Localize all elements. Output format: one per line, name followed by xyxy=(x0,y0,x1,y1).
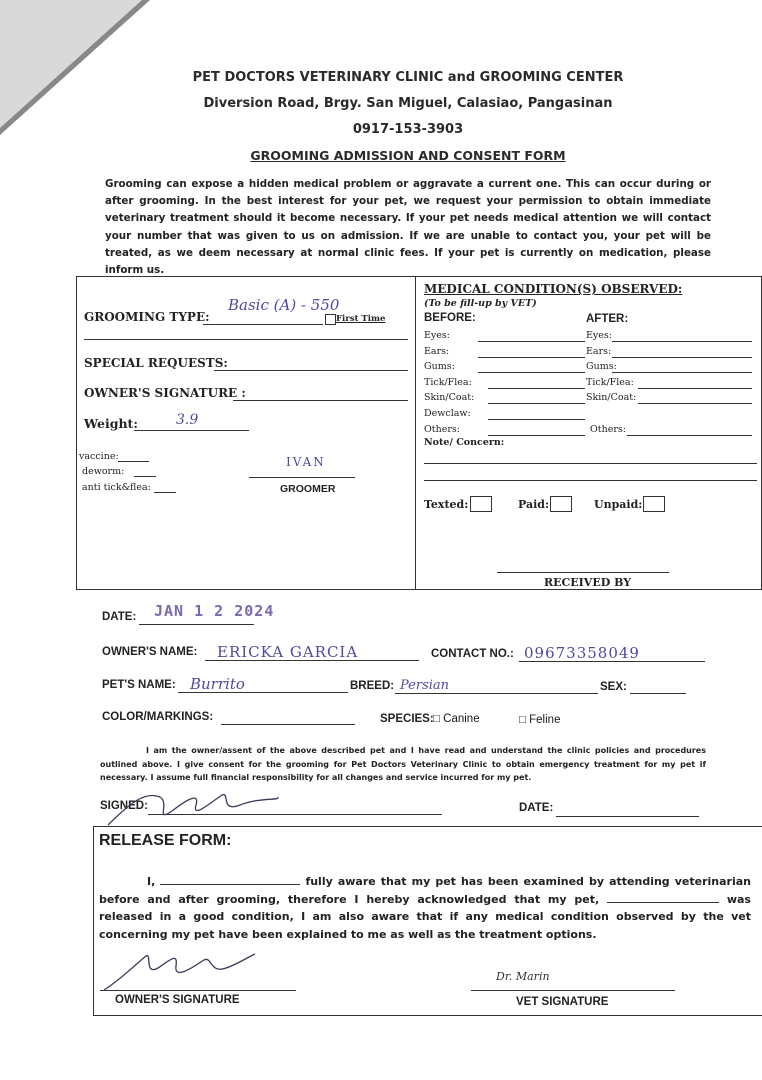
release-owner-sig-label: OWNER'S SIGNATURE xyxy=(115,994,240,1006)
after-item-line[interactable] xyxy=(638,388,752,389)
after-label: AFTER: xyxy=(586,313,629,325)
owner-name-label: OWNER'S NAME: xyxy=(102,646,198,658)
special-requests-line[interactable] xyxy=(214,370,408,371)
before-item-label: Others: xyxy=(424,423,460,435)
release-owner-scribble xyxy=(100,946,260,996)
pet-name-value: Burrito xyxy=(190,675,245,693)
texted-label: Texted: xyxy=(424,498,469,511)
paid-checkbox[interactable] xyxy=(550,496,572,512)
grooming-type-extra-line xyxy=(84,339,408,340)
note-label: Note/ Concern: xyxy=(424,437,505,448)
release-owner-line[interactable] xyxy=(100,990,296,991)
antitick-line[interactable] xyxy=(154,492,176,493)
before-item-label: Tick/Flea: xyxy=(424,376,472,388)
date-label: DATE: xyxy=(102,611,137,623)
before-item-line[interactable] xyxy=(488,435,585,436)
vet-signature-value: Dr. Marin xyxy=(496,970,550,983)
before-item-label: Skin/Coat: xyxy=(424,392,475,404)
received-by-line[interactable] xyxy=(497,572,669,573)
canine-option[interactable]: □ Canine xyxy=(433,713,480,725)
clinic-name: PET DOCTORS VETERINARY CLINIC and GROOMING CENTER xyxy=(192,70,624,85)
release-text-2: fully aware that my pet has been examined by attending veterinarian before and after grooming, therefore I hereby acknowledged that my pet, xyxy=(99,875,751,906)
before-item-line[interactable] xyxy=(478,372,585,373)
medical-heading: MEDICAL CONDITION(S) OBSERVED: xyxy=(424,282,683,296)
texted-checkbox[interactable] xyxy=(470,496,492,512)
grooming-type-value[interactable]: Basic (A) - 550 xyxy=(228,296,340,314)
paid-label: Paid: xyxy=(518,498,550,511)
after-item-label: Gums: xyxy=(586,361,617,373)
before-item-line[interactable] xyxy=(488,419,585,420)
before-item-line[interactable] xyxy=(488,388,585,389)
date-line[interactable] xyxy=(139,624,254,625)
first-time-checkbox[interactable] xyxy=(325,314,336,325)
pet-name-label: PET'S NAME: xyxy=(102,679,176,691)
signed-label: SIGNED: xyxy=(100,800,148,812)
signed-date-label: DATE: xyxy=(519,802,554,814)
medical-subheading: (To be fill-up by VET) xyxy=(424,298,537,309)
before-item-line[interactable] xyxy=(488,403,585,404)
before-item-line[interactable] xyxy=(478,357,585,358)
contact-value: 09673358049 xyxy=(524,644,640,662)
before-item-label: Eyes: xyxy=(424,330,450,341)
antitick-label: anti tick&flea: xyxy=(82,482,151,493)
after-item-label: Skin/Coat: xyxy=(586,392,637,404)
vet-sig-label: VET SIGNATURE xyxy=(516,996,609,1008)
vet-signature-line[interactable] xyxy=(471,990,675,991)
release-owner-blank[interactable] xyxy=(160,874,300,885)
color-line[interactable] xyxy=(221,724,355,725)
sex-label: SEX: xyxy=(600,681,627,693)
after-item-label: Eyes: xyxy=(586,330,612,341)
before-item-label: Gums: xyxy=(424,361,455,373)
note-line-1[interactable] xyxy=(424,463,757,464)
first-time-label: First Time xyxy=(336,314,386,324)
release-text-3: was released in a good condition, I am also aware that if any medical condition observed by the vet concerning my pet have been explained to me as well as the treatment options. xyxy=(99,892,751,941)
before-item-label: Ears: xyxy=(424,345,450,357)
box-divider xyxy=(415,276,416,590)
after-item-line[interactable] xyxy=(612,341,752,342)
before-item-label: Dewclaw: xyxy=(424,408,471,419)
owner-signature-line[interactable] xyxy=(233,400,408,401)
release-text-1: I, xyxy=(147,875,156,888)
owner-name-value: ERICKA GARCIA xyxy=(217,643,359,661)
deworm-line[interactable] xyxy=(134,476,156,477)
unpaid-checkbox[interactable] xyxy=(643,496,665,512)
deworm-label: deworm: xyxy=(82,466,125,477)
after-item-label: Others: xyxy=(590,423,626,435)
species-label: SPECIES: xyxy=(380,713,434,725)
before-item-line[interactable] xyxy=(478,341,585,342)
contact-label: CONTACT NO.: xyxy=(431,648,514,660)
clinic-address: Diversion Road, Brgy. San Miguel, Calasiao, Pangasinan xyxy=(203,96,613,111)
groomer-label: GROOMER xyxy=(280,483,336,495)
after-item-line[interactable] xyxy=(612,357,752,358)
breed-line[interactable] xyxy=(395,693,598,694)
after-item-label: Tick/Flea: xyxy=(586,376,634,388)
vaccine-line[interactable] xyxy=(118,461,149,462)
vaccine-label: vaccine: xyxy=(79,451,119,462)
groomer-line[interactable] xyxy=(249,477,355,478)
after-item-line[interactable] xyxy=(638,403,752,404)
unpaid-label: Unpaid: xyxy=(594,498,643,511)
release-title: RELEASE FORM: xyxy=(99,832,232,849)
after-item-label: Ears: xyxy=(586,345,612,357)
form-title: GROOMING ADMISSION AND CONSENT FORM xyxy=(250,148,566,163)
clinic-phone: 0917-153-3903 xyxy=(352,122,464,137)
after-item-line[interactable] xyxy=(612,372,752,373)
breed-value: Persian xyxy=(400,678,450,693)
release-paragraph xyxy=(99,873,751,943)
date-stamp: JAN 1 2 2024 xyxy=(154,602,275,620)
weight-value: 3.9 xyxy=(176,412,199,428)
breed-label: BREED: xyxy=(350,680,395,692)
color-label: COLOR/MARKINGS: xyxy=(102,711,214,723)
consent-paragraph: I am the owner/assent of the above described pet and I have read and understand the clinic policies and procedures outlined above. I give consent for the grooming for Pet Doctors Veterinary Clinic to obtain emergency treatment for my pet if necessary. I assume full financial responsibility for all changes and service incurred for my pet. xyxy=(100,746,706,782)
groomer-name: IVAN xyxy=(286,455,326,469)
weight-label: Weight: xyxy=(84,416,138,431)
grooming-type-line xyxy=(203,324,323,325)
special-requests-label: SPECIAL REQUESTS: xyxy=(84,356,228,370)
grooming-type-label: GROOMING TYPE: xyxy=(84,310,210,324)
before-label: BEFORE: xyxy=(424,312,476,324)
sex-line[interactable] xyxy=(630,693,686,694)
owner-signature-label: OWNER'S SIGNATURE : xyxy=(84,386,246,400)
weight-line[interactable] xyxy=(134,430,249,431)
feline-option[interactable]: □ Feline xyxy=(519,714,561,726)
after-item-line[interactable] xyxy=(627,435,752,436)
note-line-2[interactable] xyxy=(424,480,757,481)
received-by-label: RECEIVED BY xyxy=(544,576,632,589)
release-pet-blank[interactable] xyxy=(607,892,719,903)
intro-paragraph: Grooming can expose a hidden medical problem or aggravate a current one. This can occur during or after grooming. In the best interest for your pet, we request your permission to obtain immediate veterinary treatment should it become necessary. If your pet needs medical attention we will contact your number that was given to us on admission. If we are unable to contact you, your pet will be treated, as we deem necessary at normal clinic fees. If your pet is currently on medication, please inform us. xyxy=(105,178,711,277)
signed-date-line[interactable] xyxy=(556,816,699,817)
